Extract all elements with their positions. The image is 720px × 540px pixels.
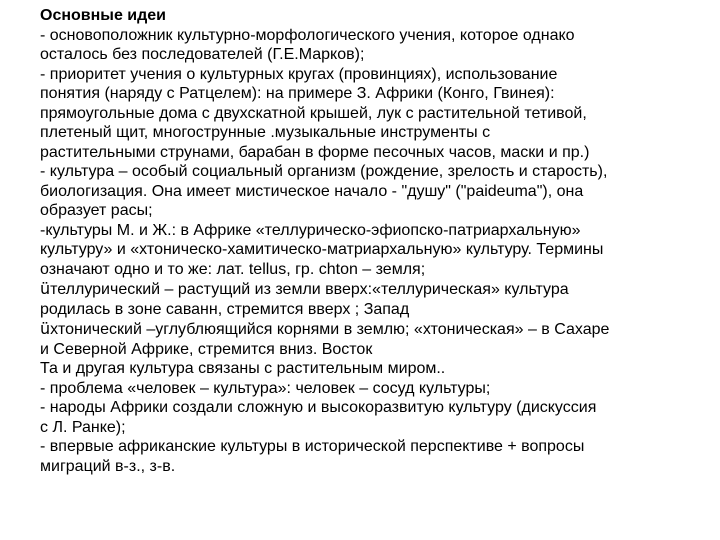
text-line: родилась в зоне саванн, стремится вверх ; Запад — [40, 300, 410, 318]
text-line: осталось без последователей (Г.Е.Марков); — [40, 46, 365, 63]
text-line: означают одно и то же: лат. tellus, гр. chton – земля; — [40, 260, 426, 278]
text-line: с Л. Ранке); — [40, 418, 126, 436]
check-item-telluric — [40, 279, 710, 300]
check-mark-icon: ü — [40, 279, 51, 298]
text-line: -культуры М. и Ж.: в Африке «теллурическо-эфиопско-патриархальную» — [40, 221, 581, 239]
slide-text-body — [40, 6, 710, 476]
slide-heading: Основные идеи — [40, 7, 167, 24]
text-line: Та и другая культура связаны с растительным миром.. — [40, 360, 446, 377]
check-mark-icon: ü — [40, 319, 51, 338]
text-line: и Северной Африке, стремится вниз. Восток — [40, 340, 373, 358]
text-line: прямоугольные дома с двухскатной крышей, лук с растительной тетивой, — [40, 104, 587, 122]
text-line: растительными струнами, барабан в форме песочных часов, маски и пр.) — [40, 143, 590, 161]
text-line: понятия (наряду с Ратцелем): на примере З. Африки (Конго, Гвинея): — [40, 85, 555, 102]
check-item-chthonic — [40, 319, 710, 340]
text-line: - впервые африканские культуры в исторической перспективе + вопросы — [40, 438, 585, 455]
text-line: - народы Африки создали сложную и высокоразвитую культуру (дискуссия — [40, 399, 597, 416]
text-line: миграций в-з., з-в. — [40, 457, 176, 475]
text-line: - приоритет учения о культурных кругах (провинциях), использование — [40, 65, 558, 83]
text-line: - основоположник культурно-морфологического учения, которое однако — [40, 26, 575, 44]
check-item-text: теллурический – растущий из земли вверх:«теллурическая» культура — [50, 281, 569, 298]
text-line: плетеный щит, многострунные .музыкальные инструменты с — [40, 124, 491, 141]
text-line: культуру» и «хтоническо-хамитическо-матриархальную» культуру. Термины — [40, 241, 604, 258]
text-line: - культура – особый социальный организм (рождение, зрелость и старость), — [40, 163, 608, 180]
text-line: образует расы; — [40, 202, 153, 219]
check-item-text: хтонический –углублюящийся корнями в землю; «хтоническая» – в Сахаре — [50, 321, 610, 338]
text-line: биологизация. Она имеет мистическое начало - "душу" ("paideuma"), она — [40, 182, 584, 200]
text-line: - проблема «человек – культура»: человек – сосуд культуры; — [40, 379, 491, 397]
